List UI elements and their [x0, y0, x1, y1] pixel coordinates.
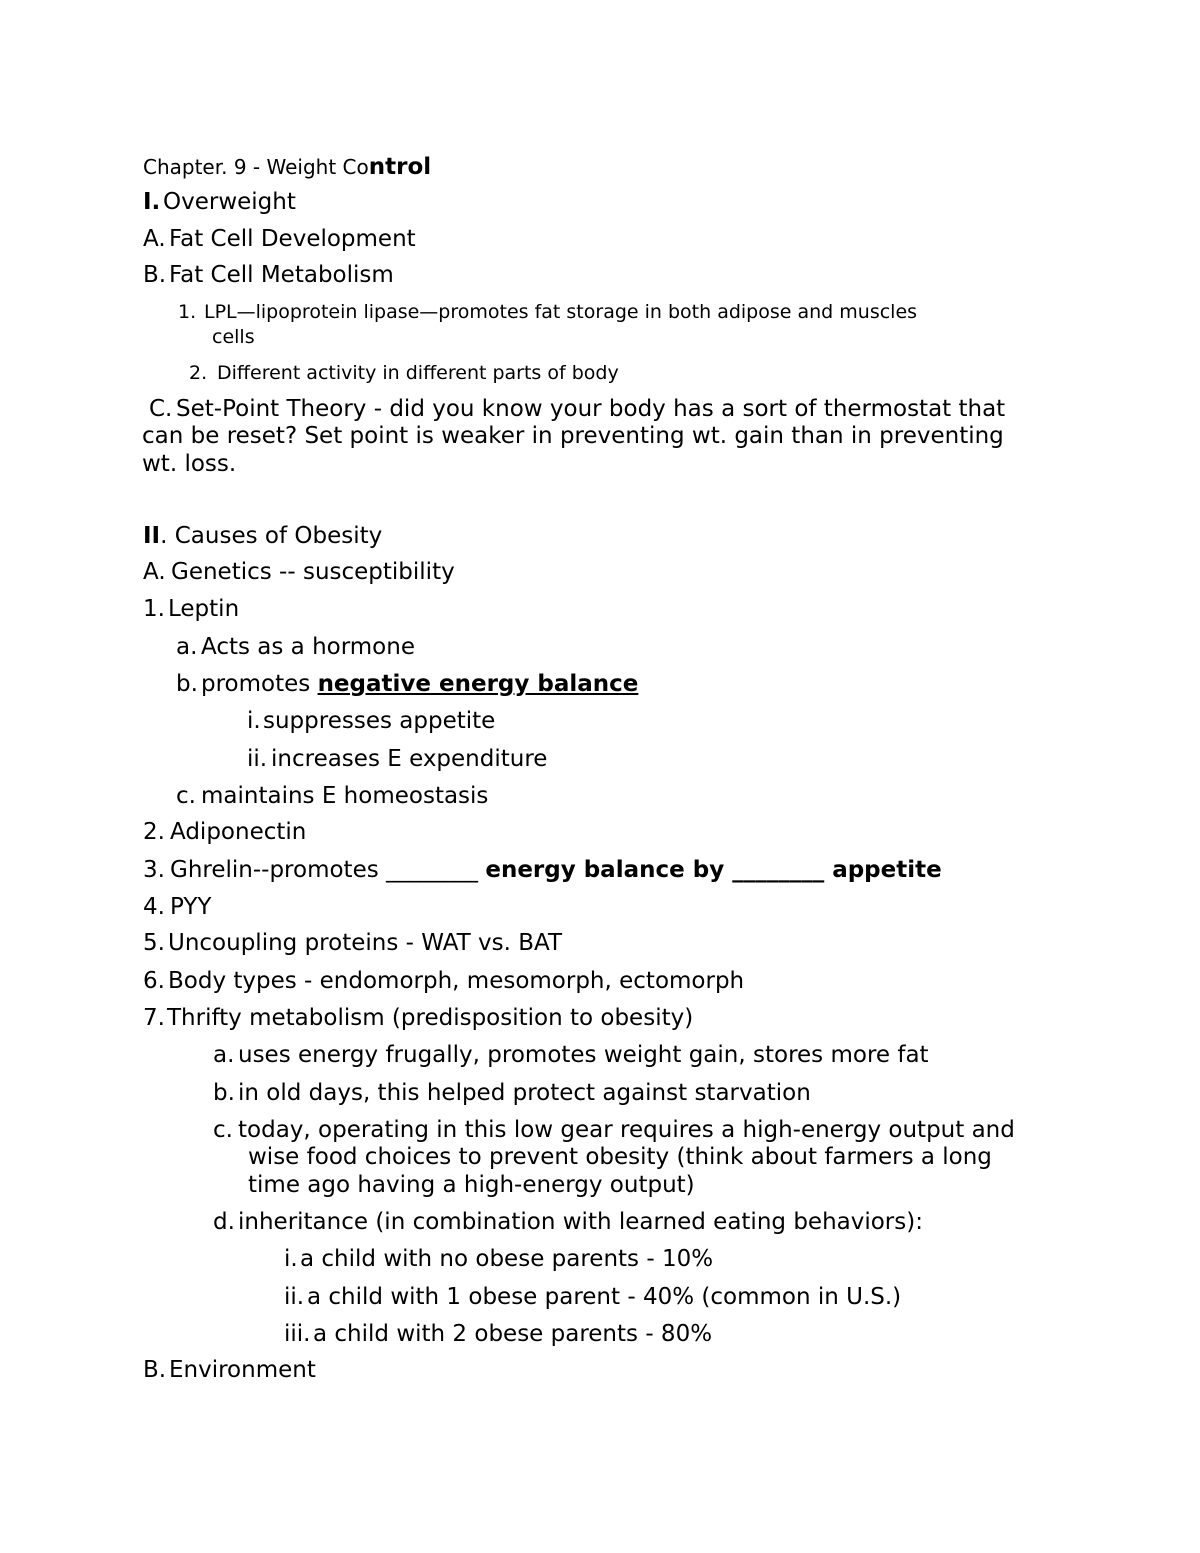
list-item: 1. LPL—lipoprotein lipase—promotes fat storage in both adipose and muscles [178, 301, 918, 323]
list-item: A. Fat Cell Development [143, 226, 416, 252]
list-item-continuation: wt. loss. [142, 451, 237, 477]
list-marker: d. [213, 1209, 235, 1235]
list-item: b. promotes negative energy balance [176, 671, 639, 697]
list-marker: i. [247, 708, 261, 734]
list-marker: b. [176, 671, 198, 697]
list-marker: ii. [247, 746, 268, 772]
list-marker: C. [149, 396, 173, 422]
list-marker: 1. [143, 596, 165, 622]
list-marker: iii. [284, 1321, 311, 1347]
list-item-continuation: cells [212, 326, 255, 348]
list-marker: a. [213, 1042, 235, 1068]
list-item: ii. a child with 1 obese parent - 40% (common in U.S.) [284, 1284, 902, 1310]
list-item: b. in old days, this helped protect against starvation [213, 1080, 811, 1106]
list-item-continuation: time ago having a high-energy output) [248, 1172, 695, 1198]
list-item: 4. PYY [143, 894, 212, 920]
list-item: ii. increases E expenditure [247, 746, 548, 772]
list-item: c. today, operating in this low gear requires a high-energy output and [213, 1117, 1015, 1143]
list-marker: A. [143, 226, 166, 252]
list-marker: A. [143, 559, 166, 585]
list-item: B. Fat Cell Metabolism [143, 262, 394, 288]
list-item: 5. Uncoupling proteins - WAT vs. BAT [143, 930, 563, 956]
list-item-continuation: can be reset? Set point is weaker in preventing wt. gain than in preventing [142, 423, 1004, 449]
section-heading: I. Overweight [143, 189, 296, 215]
list-marker: 6. [143, 968, 165, 994]
list-item: C. Set-Point Theory - did you know your body has a sort of thermostat that [149, 396, 1006, 422]
list-item-continuation: wise food choices to prevent obesity (think about farmers a long [248, 1144, 992, 1170]
list-marker: II [143, 523, 161, 549]
list-marker: a. [176, 634, 198, 660]
list-item: 3. Ghrelin--promotes ________ energy balance by ________ appetite [143, 857, 942, 883]
list-marker: B. [143, 262, 167, 288]
list-item: 2. Different activity in different parts of body [189, 362, 619, 384]
list-marker: ii. [284, 1284, 305, 1310]
section-heading: II. Causes of Obesity [143, 523, 383, 549]
emphasis-term: negative energy balance [317, 671, 639, 697]
list-marker: B. [143, 1357, 167, 1383]
list-item: iii. a child with 2 obese parents - 80% [284, 1321, 713, 1347]
list-marker: i. [284, 1246, 298, 1272]
list-item: d. inheritance (in combination with learned eating behaviors): [213, 1209, 923, 1235]
list-marker: 7. [143, 1005, 165, 1031]
list-item: B. Environment [143, 1357, 316, 1383]
list-item: 7.Thrifty metabolism (predisposition to obesity) [143, 1005, 694, 1031]
list-item: a. uses energy frugally, promotes weight gain, stores more fat [213, 1042, 929, 1068]
list-item: A. Genetics -- susceptibility [143, 559, 455, 585]
list-item: 2. Adiponectin [143, 819, 307, 845]
list-item: a. Acts as a hormone [176, 634, 415, 660]
list-item: i.suppresses appetite [247, 708, 496, 734]
list-marker: c. [176, 783, 196, 809]
list-marker: 1. [178, 301, 197, 323]
chapter-title: Chapter. 9 - Weight Control [143, 154, 432, 180]
list-item: i.a child with no obese parents - 10% [284, 1246, 714, 1272]
list-marker: c. [213, 1117, 233, 1143]
list-marker: 5. [143, 930, 165, 956]
list-item: c. maintains E homeostasis [176, 783, 489, 809]
list-marker: 4. [143, 894, 165, 920]
list-marker: 2. [143, 819, 165, 845]
list-marker: I. [143, 189, 161, 215]
list-marker: b. [213, 1080, 235, 1106]
list-marker: 2. [189, 362, 208, 384]
list-item: 6. Body types - endomorph, mesomorph, ectomorph [143, 968, 745, 994]
list-item: 1. Leptin [143, 596, 240, 622]
list-marker: 3. [143, 857, 165, 883]
